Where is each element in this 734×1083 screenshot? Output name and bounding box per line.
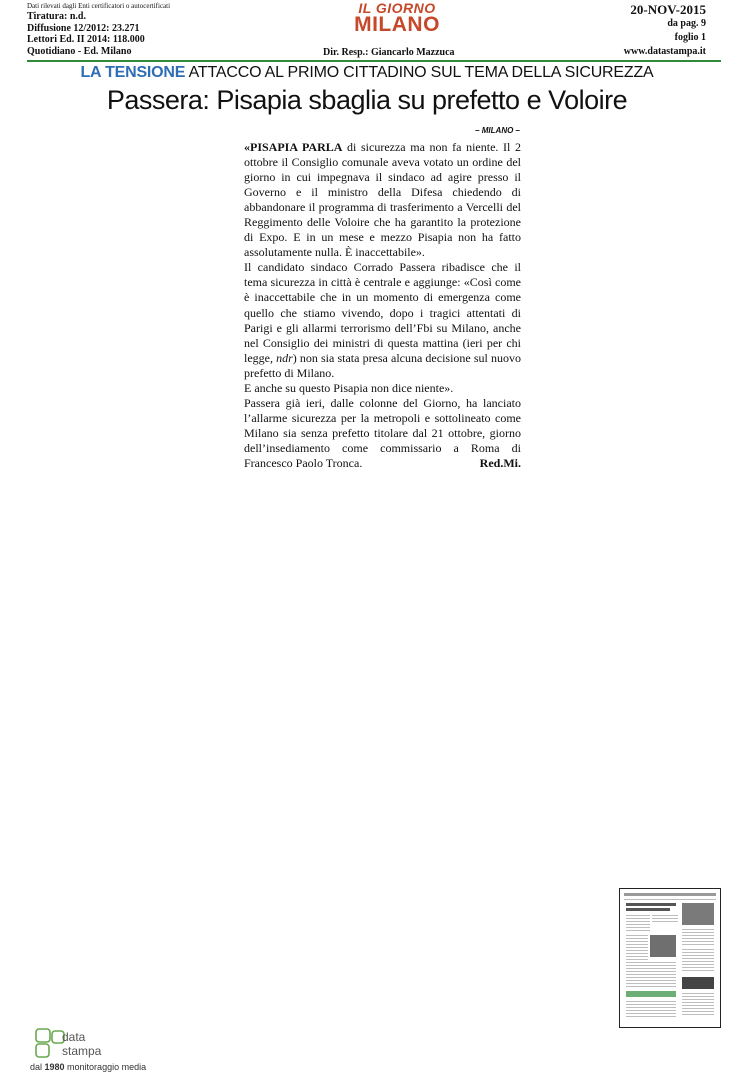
paragraph-4-text: Passera già ieri, dalle colonne del Giorno, ha lanciato l’allarme sicurezza per la metropoli e sottolineato come Milano sia senza prefetto titolare dal 21 ottobre, giorno dell’insediamento come commissario a Roma di Francesco Paolo Tronca. bbox=[244, 395, 521, 470]
tiratura: Tiratura: n.d. bbox=[27, 11, 86, 22]
article-body bbox=[244, 140, 521, 471]
overline bbox=[0, 64, 734, 82]
header-divider bbox=[27, 60, 721, 62]
datastampa-tagline bbox=[30, 1062, 146, 1072]
datastampa-brand bbox=[62, 1030, 101, 1058]
issue-info bbox=[624, 2, 706, 59]
brand-line-2: stampa bbox=[62, 1044, 102, 1058]
director: Dir. Resp.: Giancarlo Mazzuca bbox=[323, 47, 455, 58]
tag-post: monitoraggio media bbox=[64, 1062, 147, 1072]
paragraph-1-text: di sicurezza ma non fa niente. Il 2 ottobre il Consiglio comunale aveva votato un ordine del giorno in cui impegnava il sindaco ad agire presso il Governo e il ministro della Difesa chiedendo di abbandonare il programma di trasferimento a Vercelli del Reggimento delle Voloire che ha garantito la protezione di Expo. E in un mese e mezzo Pisapia non ha fatto assolutamente nulla. È inaccettabile». bbox=[244, 140, 521, 260]
logo-bottom: MILANO bbox=[354, 13, 440, 36]
headline: Passera: Pisapia sbaglia su prefetto e Voloire bbox=[106, 85, 628, 115]
newspaper-logo bbox=[342, 1, 452, 35]
lead-in: «PISAPIA PARLA bbox=[244, 140, 343, 154]
edition: Quotidiano - Ed. Milano bbox=[27, 45, 132, 57]
dateline: – MILANO – bbox=[475, 126, 520, 135]
brand-line-1: data bbox=[62, 1030, 86, 1044]
overline-text: ATTACCO AL PRIMO CITTADINO SUL TEMA DELLA SICUREZZA bbox=[188, 64, 654, 81]
source-note: Dati rilevati dagli Enti certificatori o autocertificati bbox=[27, 2, 171, 10]
page-thumbnail[interactable] bbox=[619, 888, 721, 1028]
paragraph-4 bbox=[244, 396, 521, 471]
page-header bbox=[0, 0, 734, 62]
tag-pre: dal bbox=[30, 1062, 45, 1072]
paragraph-3: E anche su questo Pisapia non dice niente». bbox=[244, 380, 454, 395]
signature: Red.Mi. bbox=[479, 455, 521, 470]
logo-top: IL GIORNO bbox=[358, 0, 436, 16]
publication-stats bbox=[27, 2, 170, 57]
sheet-ref: foglio 1 bbox=[674, 32, 706, 43]
paragraph-2-a: Il candidato sindaco Corrado Passera ribadisce che il tema sicurezza in città è centrale e aggiunge: «Così come è inaccettabile che in un momento di emergenza come quello che stiamo vivendo, dopo i tragici attentati di Parigi e gli allarmi terrorismo dell’Fbi su Milano, anche nel Consiglio dei ministri di questa mattina (ieri per chi legge, bbox=[244, 260, 521, 365]
paragraph-1 bbox=[244, 140, 521, 260]
thumbnail-graphic bbox=[620, 889, 720, 1027]
page-ref: da pag. 9 bbox=[667, 18, 706, 29]
diffusione: Diffusione 12/2012: 23.271 bbox=[27, 22, 140, 34]
paragraph-2-b: ) non sia stata presa alcuna decisione sul nuovo prefetto di Milano. bbox=[244, 350, 521, 380]
issue-date: 20-NOV-2015 bbox=[630, 2, 706, 17]
paragraph-2 bbox=[244, 260, 521, 380]
lettori: Lettori Ed. II 2014: 118.000 bbox=[27, 34, 145, 45]
tag-year: 1980 bbox=[44, 1062, 65, 1072]
website-link[interactable]: www.datastampa.it bbox=[623, 46, 706, 57]
ndr: ndr bbox=[276, 350, 293, 365]
kicker: LA TENSIONE bbox=[80, 64, 186, 81]
